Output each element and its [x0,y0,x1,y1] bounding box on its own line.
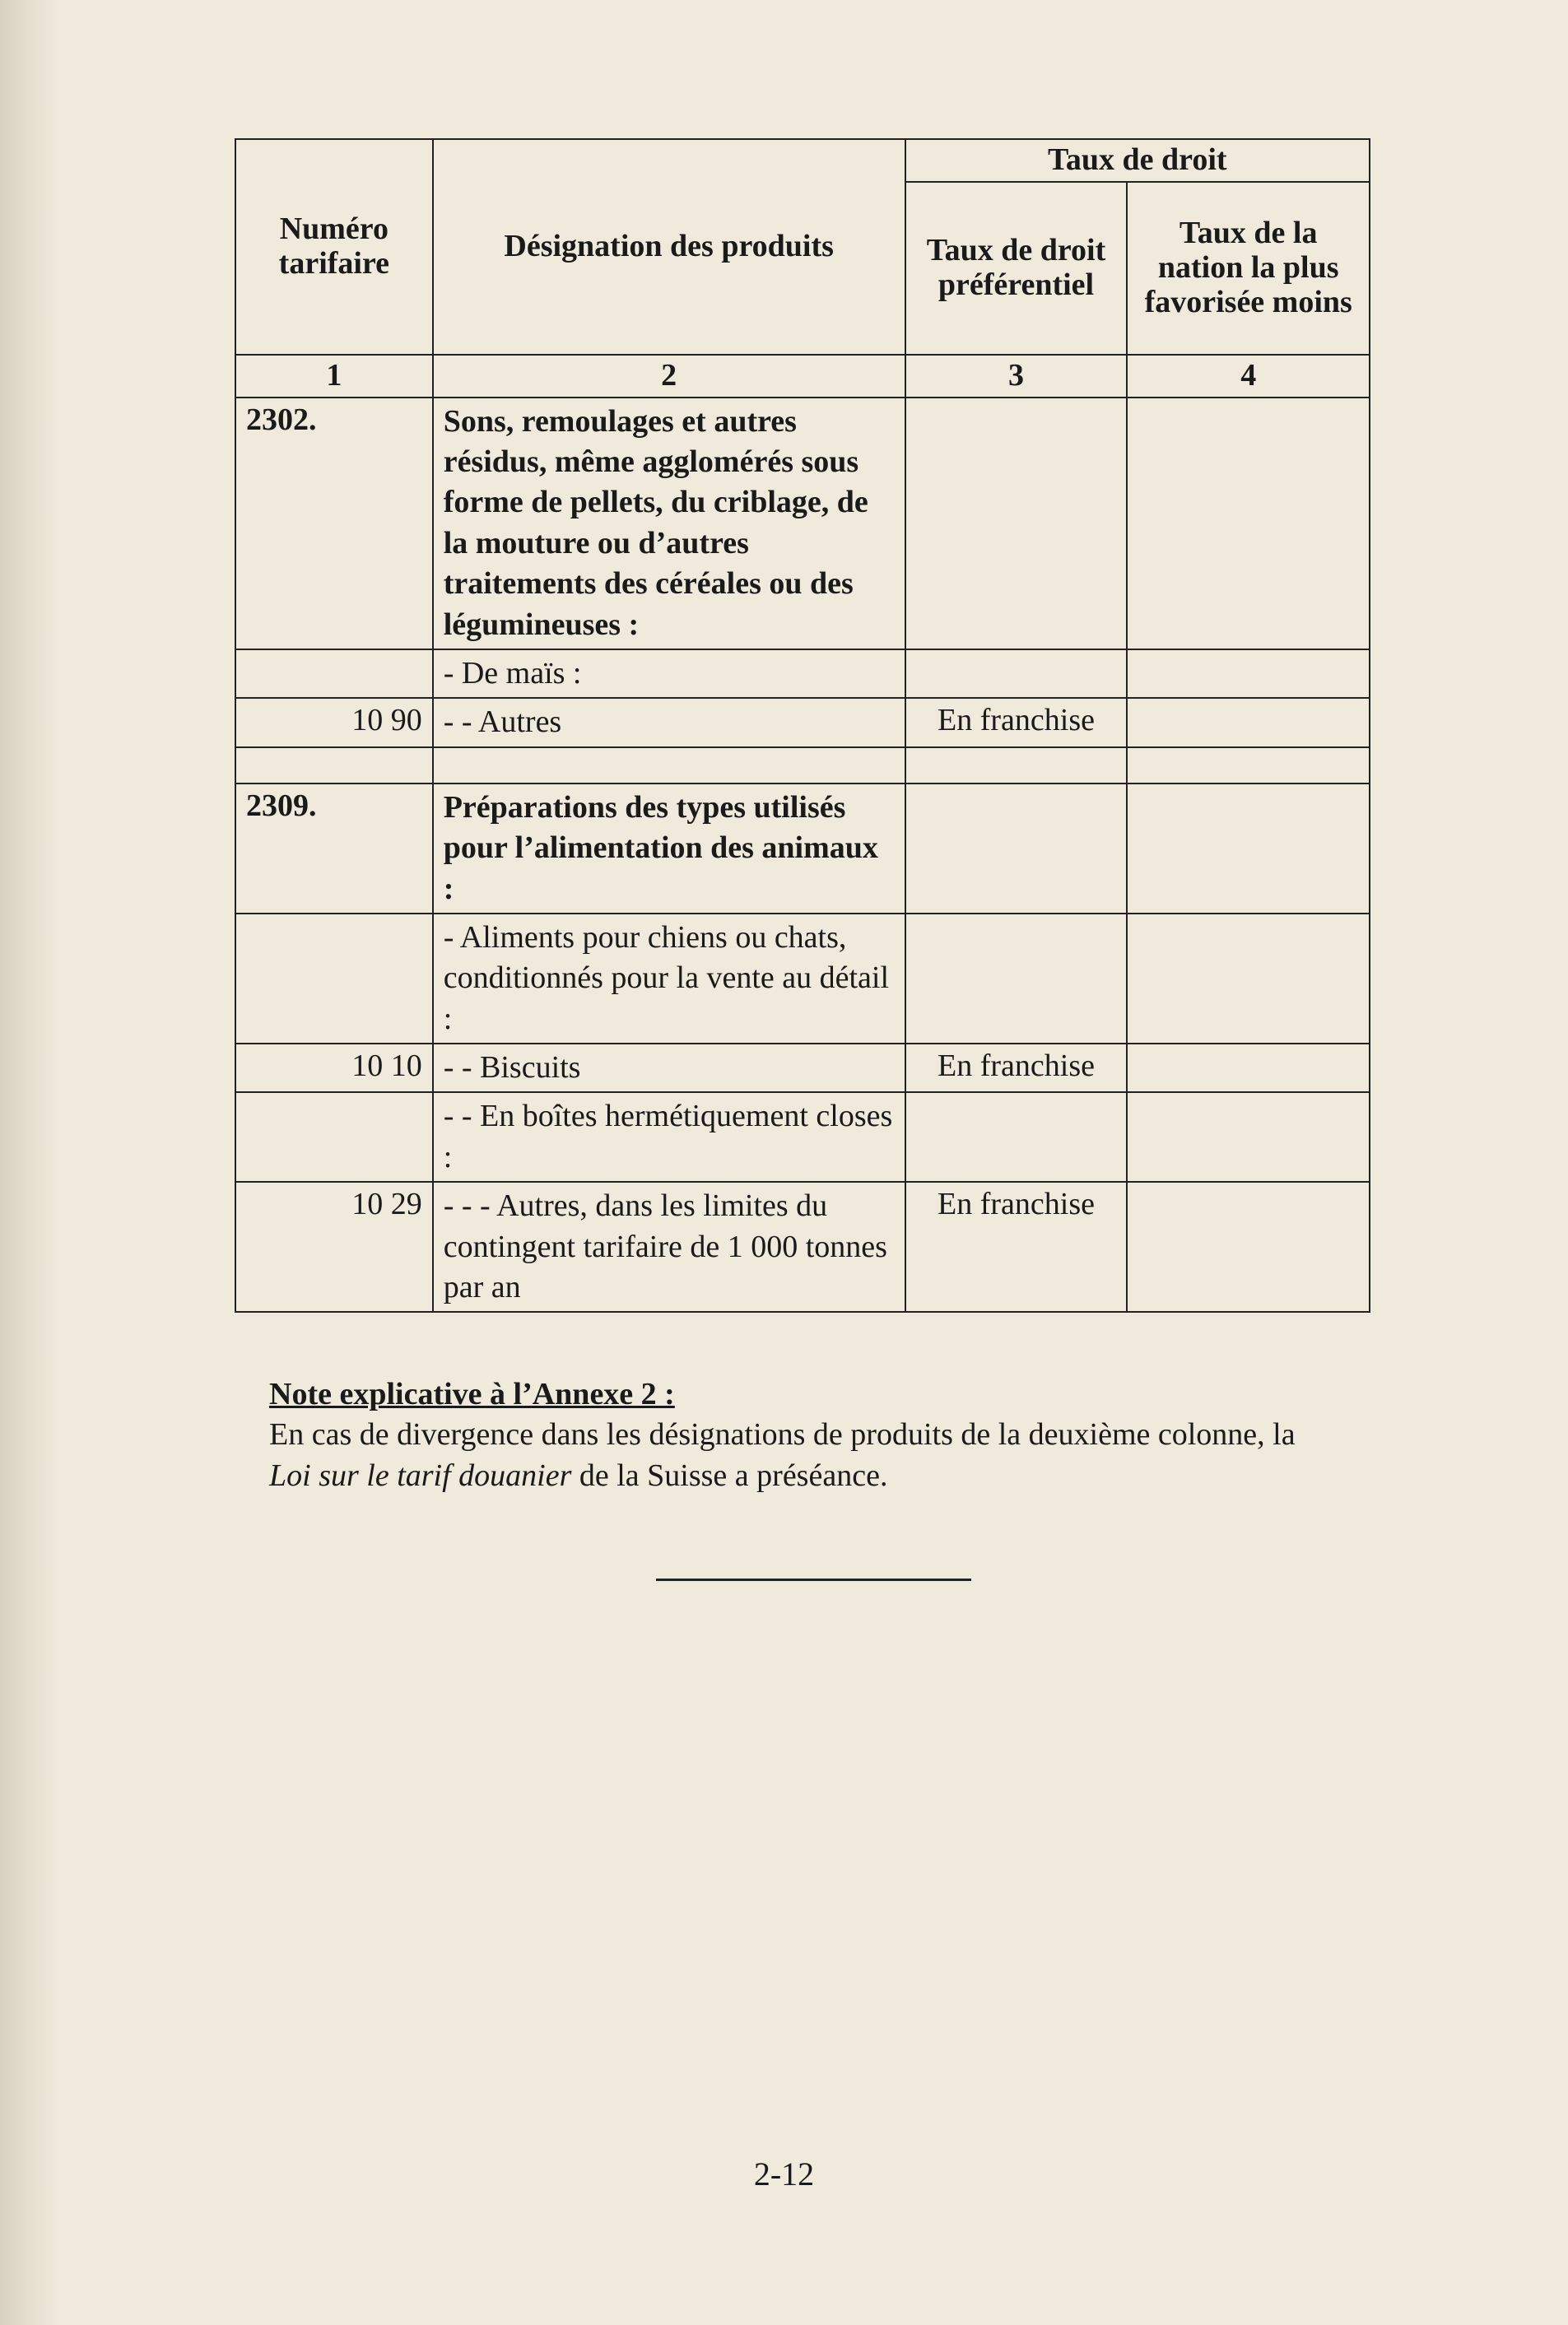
note-body [269,1415,1339,1496]
header-duty-rate: Taux de droit [905,139,1370,182]
preferential-rate [905,914,1128,1044]
tariff-code: 2309. [235,784,433,914]
note-title: Note explicative à l’Annexe 2 : [269,1377,675,1411]
column-number: 2 [433,355,905,398]
tariff-code [235,649,433,698]
explanatory-note [269,1374,1339,1496]
tariff-table [235,138,1370,1313]
table-row [235,914,1370,1044]
preferential-rate [905,1092,1128,1182]
mfn-rate [1127,747,1370,784]
mfn-rate [1127,398,1370,649]
preferential-rate [905,747,1128,784]
note-text-before: En cas de divergence dans les désignations de produits de la deuxième colonne, la [269,1417,1296,1453]
table-row-spacer [235,747,1370,784]
page-binding-shadow [0,0,58,2325]
product-description: - Aliments pour chiens ou chats, conditionnés pour la vente au détail : [433,914,905,1044]
preferential-rate [905,398,1128,649]
product-description: - - En boîtes hermétiquement closes : [433,1092,905,1182]
tariff-code [235,1092,433,1182]
mfn-rate [1127,914,1370,1044]
tariff-code [235,747,433,784]
mfn-rate [1127,649,1370,698]
column-number-row [235,355,1370,398]
note-law-title: Loi sur le tarif douanier [269,1458,572,1493]
mfn-rate [1127,1092,1370,1182]
preferential-rate: En franchise [905,1044,1128,1092]
table-row [235,1092,1370,1182]
column-number: 4 [1127,355,1370,398]
header-preferential-rate: Taux de droit préférentiel [905,182,1128,355]
product-description: Sons, remoulages et autres résidus, même agglomérés sous forme de pellets, du criblage, de la mouture ou d’autres traitements des céréales ou des légumineuses : [433,398,905,649]
table-row [235,649,1370,698]
header-product-designation: Désignation des produits [433,139,905,355]
page-number: 2-12 [753,2155,815,2192]
tariff-code: 10 90 [235,698,433,746]
tariff-code: 2302. [235,398,433,649]
column-number: 3 [905,355,1128,398]
header-row-top [235,139,1370,182]
product-description [433,747,905,784]
preferential-rate [905,649,1128,698]
note-text-after: de la Suisse a préséance. [571,1458,888,1493]
mfn-rate [1127,784,1370,914]
column-number: 1 [235,355,433,398]
table-row [235,1182,1370,1312]
table-row [235,1044,1370,1092]
preferential-rate: En franchise [905,1182,1128,1312]
header-tariff-number: Numéro tarifaire [235,139,433,355]
table-row [235,784,1370,914]
tariff-code: 10 29 [235,1182,433,1312]
mfn-rate [1127,698,1370,746]
product-description: - - Autres [433,698,905,746]
preferential-rate [905,784,1128,914]
table-row [235,698,1370,746]
product-description: Préparations des types utilisés pour l’alimentation des animaux : [433,784,905,914]
product-description: - - - Autres, dans les limites du contingent tarifaire de 1 000 tonnes par an [433,1182,905,1312]
mfn-rate [1127,1182,1370,1312]
preferential-rate: En franchise [905,698,1128,746]
section-divider [656,1579,971,1581]
product-description: - De maïs : [433,649,905,698]
header-mfn-rate: Taux de la nation la plus favorisée moins [1127,182,1370,355]
tariff-code: 10 10 [235,1044,433,1092]
tariff-code [235,914,433,1044]
mfn-rate [1127,1044,1370,1092]
table-row [235,398,1370,649]
product-description: - - Biscuits [433,1044,905,1092]
